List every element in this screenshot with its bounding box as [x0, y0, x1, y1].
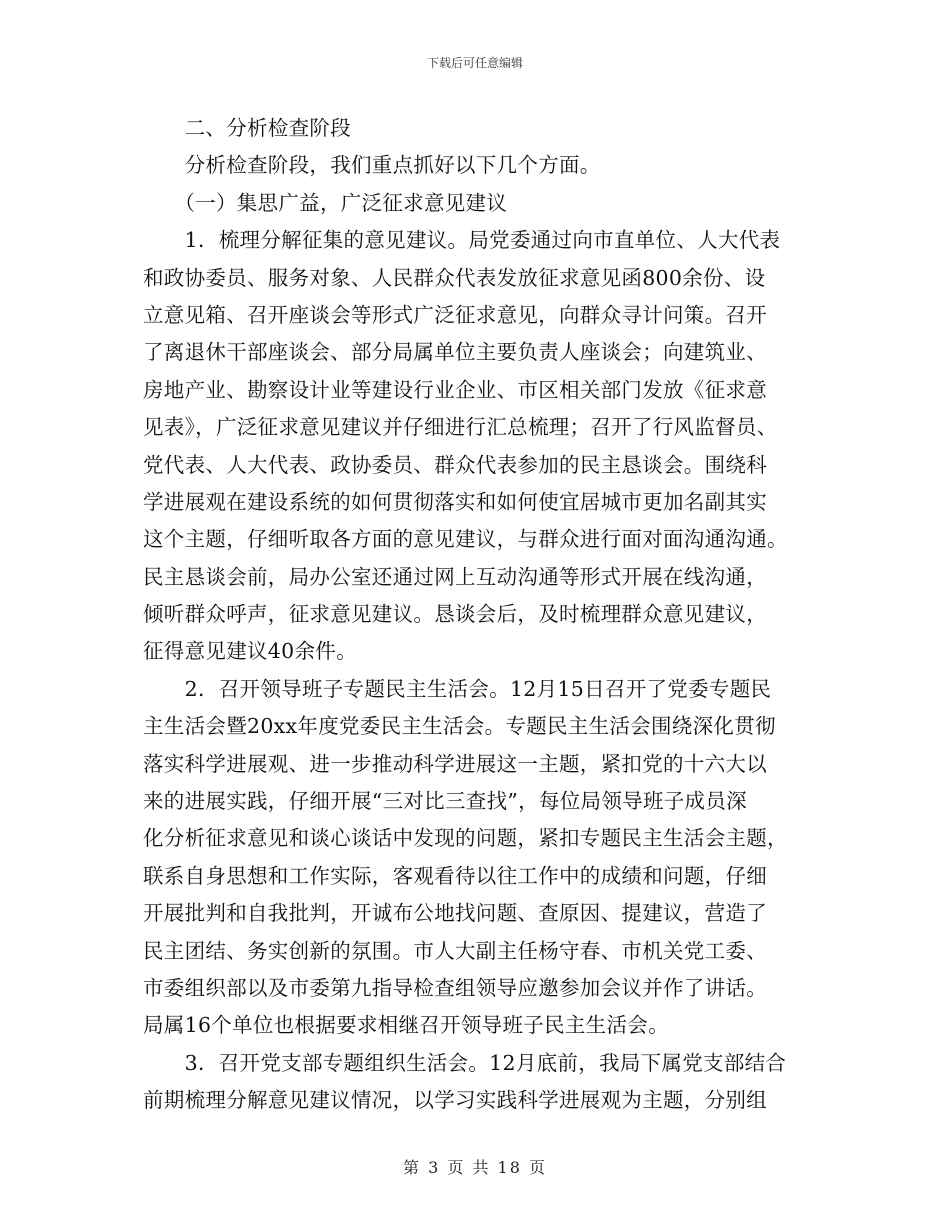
text-line: 局属16个单位也根据要求相继召开领导班子民主生活会。: [143, 1013, 669, 1038]
text-line: （一）集思广益，广泛征求意见建议: [143, 190, 508, 215]
text-line: 民主恳谈会前，局办公室还通过网上互动沟通等形式开展在线沟通，: [143, 564, 767, 589]
text-line: 了离退休干部座谈会、部分局属单位主要负责人座谈会；向建筑业、: [143, 340, 767, 365]
text-line: 市委组织部以及市委第九指导检查组领导应邀参加会议并作了讲话。: [143, 975, 767, 1000]
text-line: 前期梳理分解意见建议情况，以学习实践科学进展观为主题，分别组: [143, 1088, 767, 1113]
text-line: 民主团结、务实创新的氛围。市人大副主任杨守春、市机关党工委、: [143, 938, 767, 963]
text-line: 分析检查阶段，我们重点抓好以下几个方面。: [143, 153, 601, 178]
text-line: 1．梳理分解征集的意见建议。局党委通过向市直单位、人大代表: [143, 228, 781, 253]
document-body: [143, 110, 815, 1120]
text-line: 见表》，广泛征求意见建议并仔细进行汇总梳理；召开了行风监督员、: [143, 415, 778, 440]
text-line: 来的进展实践，仔细开展“三对比三查找”，每位局领导班子成员深: [143, 789, 747, 814]
text-line: 联系自身思想和工作实际，客观看待以往工作中的成绩和问题，仔细: [143, 863, 767, 888]
text-line: 2．召开领导班子专题民主生活会。12月15日召开了党委专题民: [143, 676, 772, 701]
text-line: 倾听群众呼声，征求意见建议。恳谈会后，及时梳理群众意见建议，: [143, 602, 767, 627]
text-line: 落实科学进展观、进一步推动科学进展这一主题，紧扣党的十六大以: [143, 751, 767, 776]
text-line: 征得意见建议40余件。: [143, 639, 357, 664]
text-line: 二、分析检查阶段: [143, 116, 351, 140]
page-header: 下载后可任意编辑: [426, 56, 523, 70]
text-line: 房地产业、勘察设计业等建设行业企业、市区相关部门发放《征求意: [143, 377, 767, 402]
text-line: 党代表、人大代表、政协委员、群众代表参加的民主恳谈会。围绕科: [143, 452, 767, 477]
text-line: 3．召开党支部专题组织生活会。12月底前，我局下属党支部结合: [143, 1050, 787, 1075]
text-line: 和政协委员、服务对象、人民群众代表发放征求意见函800余份、设: [143, 265, 766, 290]
page-footer: 第 3 页 共 18 页: [403, 1158, 547, 1177]
text-line: 化分析征求意见和谈心谈话中发现的问题，紧扣专题民主生活会主题，: [143, 826, 788, 851]
text-line: 开展批判和自我批判，开诚布公地找问题、查原因、提建议，营造了: [143, 901, 767, 926]
text-line: 主生活会暨20xx年度党委民主生活会。专题民主生活会围绕深化贯彻: [143, 714, 776, 739]
text-line: 立意见箱、召开座谈会等形式广泛征求意见，向群众寻计问策。召开: [143, 302, 767, 327]
text-line: 学进展观在建设系统的如何贯彻落实和如何使宜居城市更加名副其实: [143, 489, 767, 514]
text-line: 这个主题，仔细听取各方面的意见建议，与群众进行面对面沟通沟通。: [143, 527, 788, 552]
